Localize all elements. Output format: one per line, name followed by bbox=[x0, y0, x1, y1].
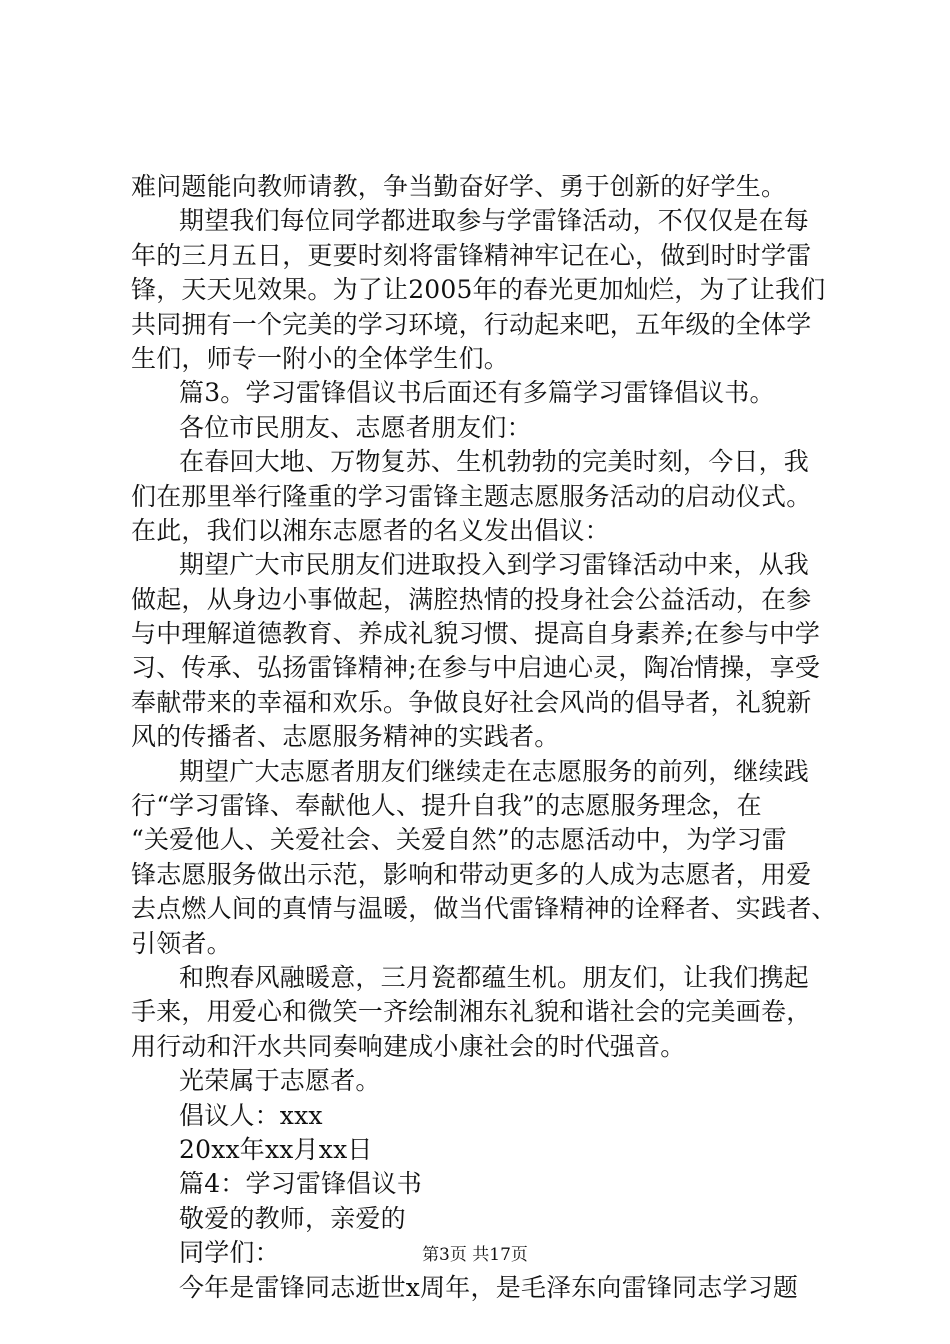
text-line: 生们，师专一附小的全体学生们。 bbox=[131, 343, 510, 373]
text-line: 们在那里举行隆重的学习雷锋主题志愿服务活动的启动仪式。 bbox=[131, 481, 812, 511]
text-line: 行“学习雷锋、奉献他人、提升自我”的志愿服务理念，在 bbox=[131, 791, 762, 821]
text-line: 奉献带来的幸福和欢乐。争做良好社会风尚的倡导者，礼貌新 bbox=[131, 687, 812, 717]
salutation: 各位市民朋友、志愿者朋友们： bbox=[179, 412, 532, 442]
text-line: 期望我们每位同学都进取参与学雷锋活动，不仅仅是在每 bbox=[179, 206, 810, 236]
text-line: 做起，从身边小事做起，满腔热情的投身社会公益活动，在参 bbox=[131, 584, 812, 614]
text-line: “关爱他人、关爱社会、关爱自然”的志愿活动中，为学习雷 bbox=[131, 825, 787, 855]
text-line: 在此，我们以湘东志愿者的名义发出倡议： bbox=[131, 515, 610, 545]
text-line: 共同拥有一个完美的学习环境，行动起来吧，五年级的全体学 bbox=[131, 309, 812, 339]
salutation: 敬爱的教师，亲爱的 bbox=[179, 1203, 406, 1233]
text-line: 用行动和汗水共同奏响建成小康社会的时代强音。 bbox=[131, 1031, 686, 1061]
section-heading: 篇3。学习雷锋倡议书后面还有多篇学习雷锋倡议书。 bbox=[179, 378, 775, 408]
text-line: 与中理解道德教育、养成礼貌习惯、提高自身素养;在参与中学 bbox=[131, 619, 821, 649]
text-line: 今年是雷锋同志逝世x周年，是毛泽东向雷锋同志学习题 bbox=[179, 1272, 799, 1302]
text-line: 锋志愿服务做出示范，影响和带动更多的人成为志愿者，用爱 bbox=[131, 859, 812, 889]
text-line: 风的传播者、志愿服务精神的实践者。 bbox=[131, 722, 560, 752]
text-line: 难问题能向教师请教，争当勤奋好学、勇于创新的好学生。 bbox=[131, 172, 787, 201]
text-line: 习、传承、弘扬雷锋精神;在参与中启迪心灵，陶冶情操，享受 bbox=[131, 653, 821, 683]
text-line: 光荣属于志愿者。 bbox=[179, 1066, 381, 1096]
document-body bbox=[131, 170, 836, 1305]
text-line: 手来，用爱心和微笑一齐绘制湘东礼貌和谐社会的完美画卷， bbox=[131, 997, 812, 1027]
signature-line: 倡议人：xxx bbox=[179, 1100, 323, 1130]
text-line: 锋，天天见效果。为了让2005年的春光更加灿烂，为了让我们 bbox=[131, 275, 826, 305]
text-line: 去点燃人间的真情与温暖，做当代雷锋精神的诠释者、实践者、 bbox=[131, 894, 837, 924]
salutation: 同学们： bbox=[179, 1238, 280, 1268]
text-line: 年的三月五日，更要时刻将雷锋精神牢记在心，做到时时学雷 bbox=[131, 240, 812, 270]
text-line: 和煦春风融暖意，三月瓷都蕴生机。朋友们，让我们携起 bbox=[179, 962, 810, 992]
page-number: 第3页 共17页 bbox=[422, 1245, 528, 1265]
page-footer bbox=[0, 1244, 950, 1266]
text-line: 引领者。 bbox=[131, 928, 232, 958]
date-line: 20xx年xx月xx日 bbox=[179, 1134, 373, 1164]
section-heading: 篇4：学习雷锋倡议书 bbox=[179, 1169, 422, 1199]
text-line: 期望广大市民朋友们进取投入到学习雷锋活动中来，从我 bbox=[179, 550, 810, 580]
text-line: 在春回大地、万物复苏、生机勃勃的完美时刻，今日，我 bbox=[179, 447, 810, 477]
text-line: 期望广大志愿者朋友们继续走在志愿服务的前列，继续践 bbox=[179, 756, 810, 786]
